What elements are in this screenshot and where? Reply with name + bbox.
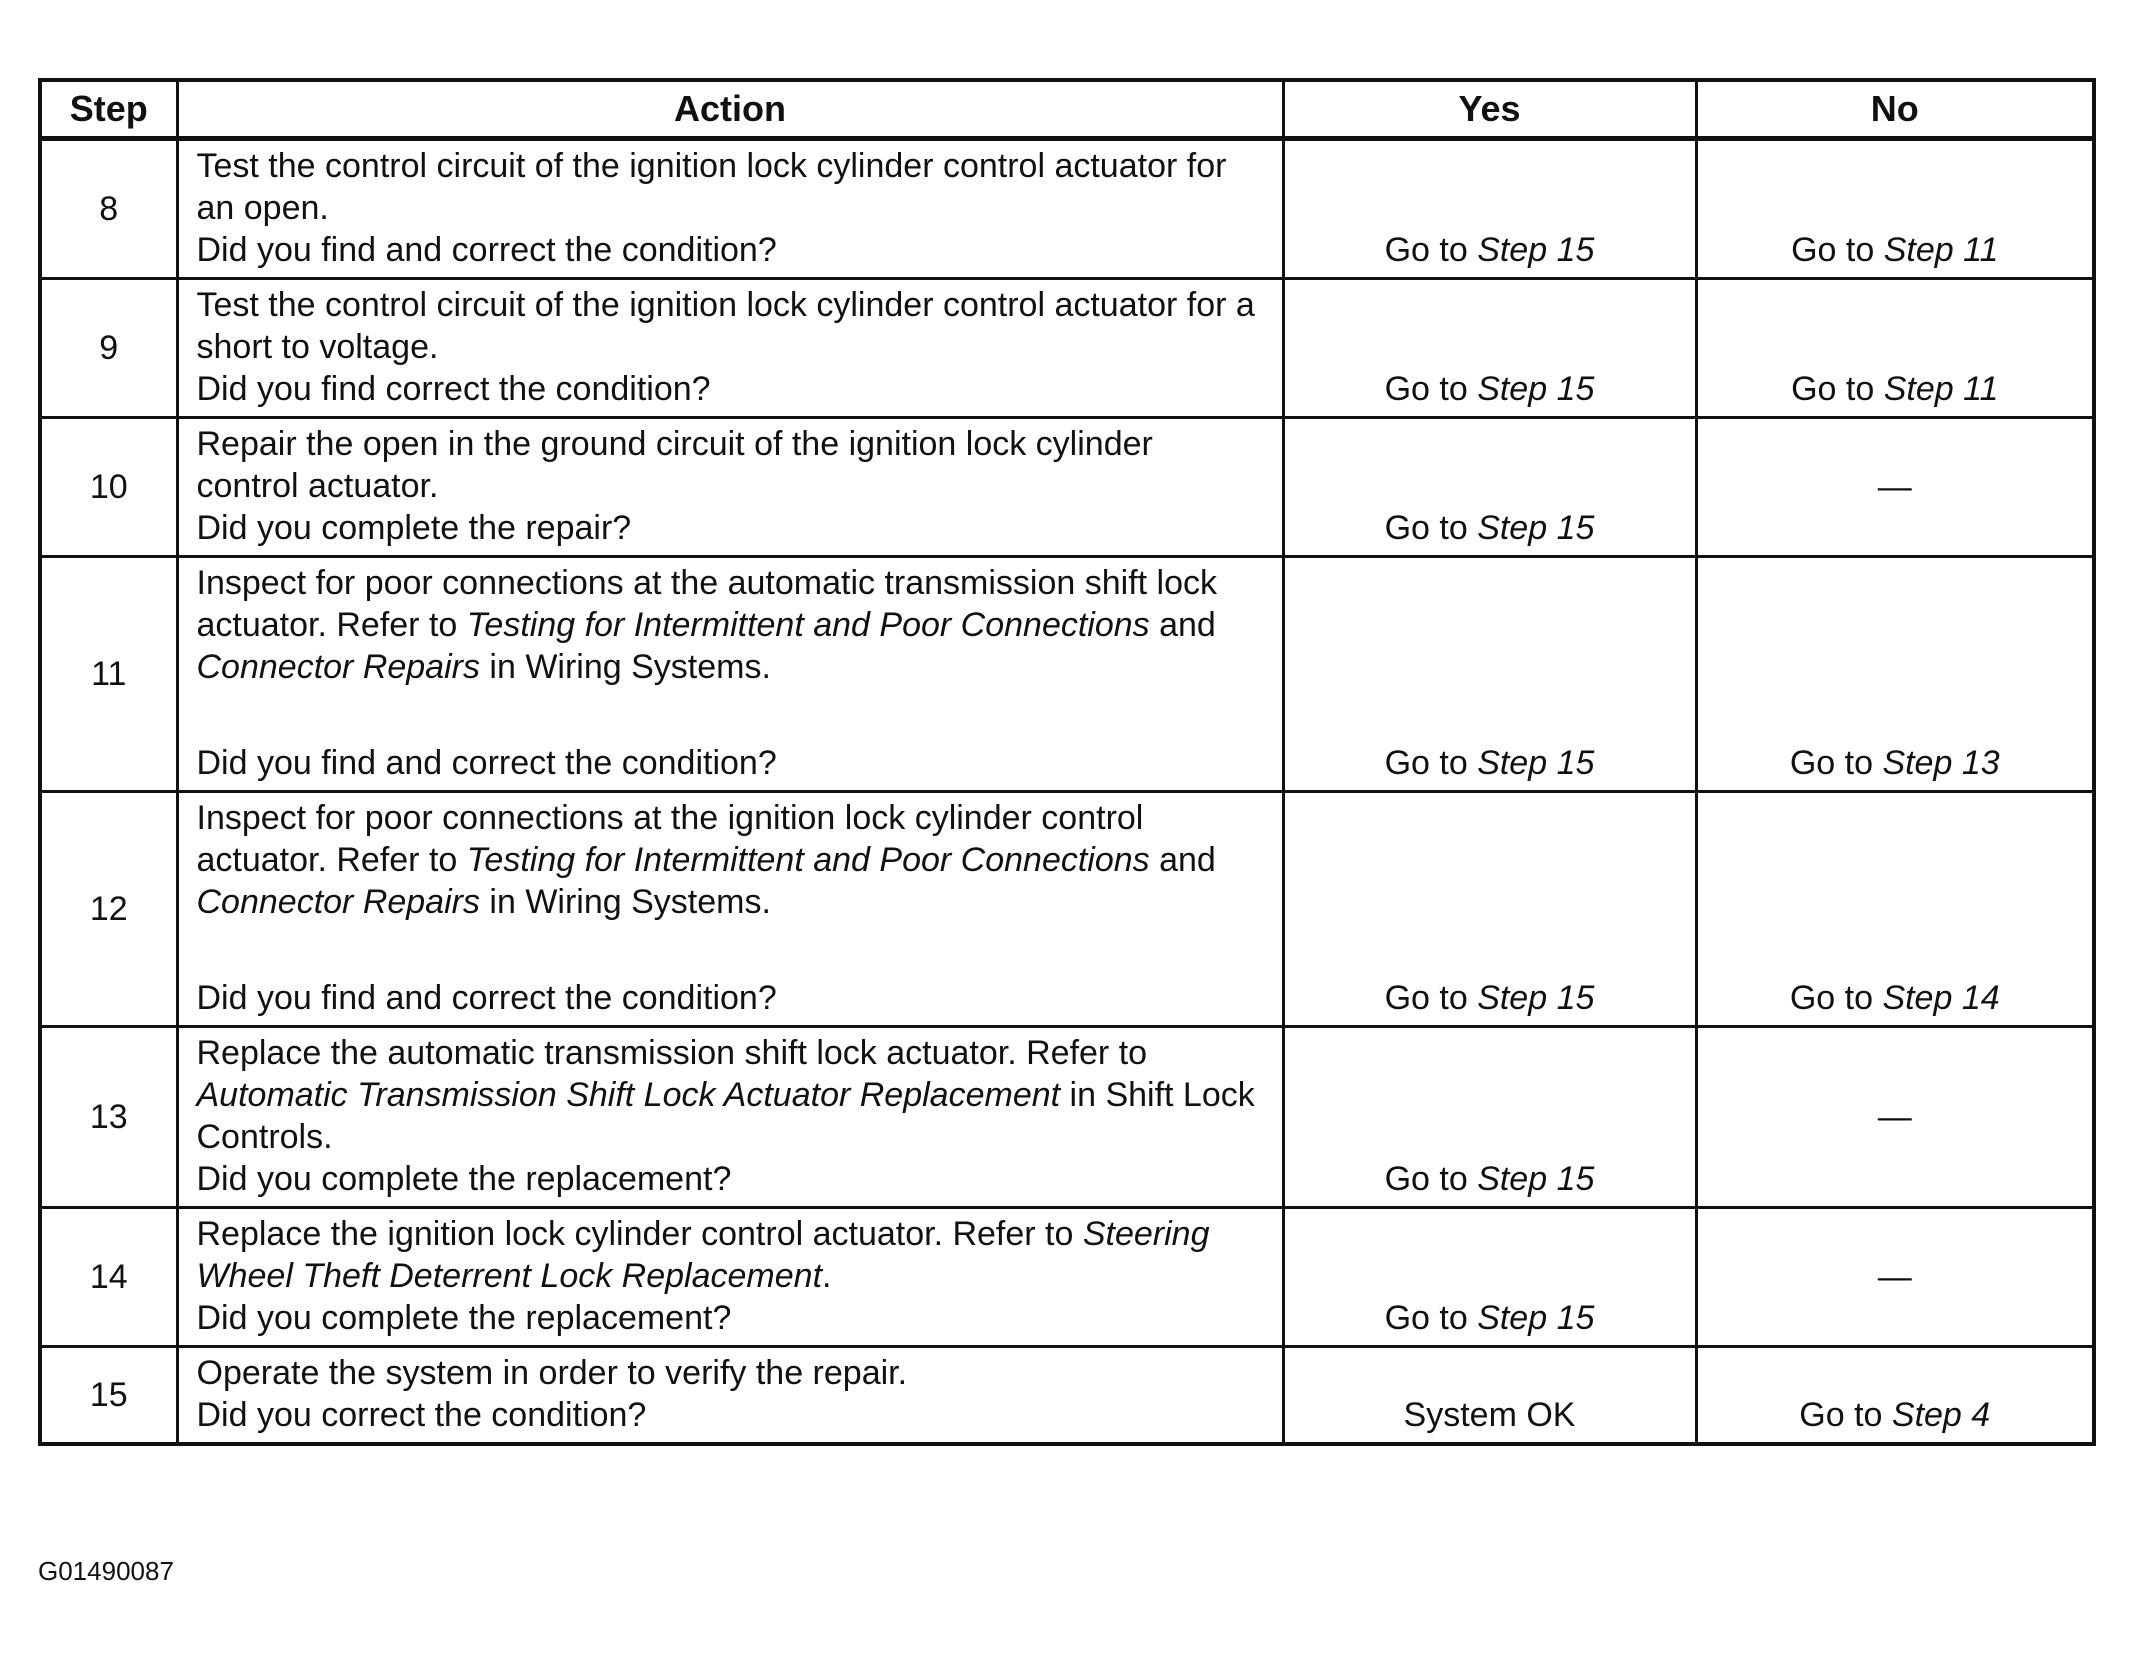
action-question: Did you find correct the condition? [196,370,711,408]
table-row [40,557,2094,792]
action-text [197,423,1264,507]
yes-result [1283,792,1696,1027]
figure-id: G01490087 [38,1556,174,1586]
reference-text: Automatic Transmission Shift Lock Actuator Replacement [196,1076,1061,1114]
action-text-segment: Replace the ignition lock cylinder control actuator. Refer to [196,1215,1083,1253]
action-cell [177,418,1283,557]
action-text [197,145,1264,229]
step-reference: Step 4 [1891,1396,1991,1434]
yes-result [1283,1347,1696,1445]
no-result [1696,792,2094,1027]
action-text [197,1032,1264,1158]
step-reference: Step 11 [1883,370,1999,408]
dash-placeholder: — [1877,468,1912,506]
reference-text: Steering Wheel Theft Deterrent Lock Replacement [196,1215,1210,1295]
action-text-segment: in Wiring Systems. [479,648,771,686]
action-cell [177,1347,1283,1445]
step-reference: Step 14 [1882,979,2000,1017]
no-result-text: Go to [1791,370,1884,408]
no-result-text: Go to [1789,979,1883,1017]
step-number: 14 [40,1208,177,1347]
reference-text: Connector Repairs [196,883,480,921]
step-reference: Step 15 [1477,744,1595,782]
table-row [40,792,2094,1027]
step-number: 13 [40,1027,177,1208]
step-reference: Step 13 [1882,744,2000,782]
no-result-text: Go to [1789,744,1883,782]
yes-result [1283,1208,1696,1347]
no-result [1696,279,2094,418]
action-question: Did you complete the replacement? [196,1299,732,1337]
action-text [197,1213,1264,1297]
action-text-segment: and [1149,841,1216,879]
no-result [1696,1027,2094,1208]
yes-result-text: System OK [1403,1396,1576,1434]
action-text-segment: and [1149,606,1216,644]
yes-result [1283,557,1696,792]
action-text-segment: Inspect for poor connections at the automatic transmission shift lock actuator. Refer to [196,564,1217,644]
action-question: Did you find and correct the condition? [196,979,777,1017]
reference-text: Testing for Intermittent and Poor Connections [466,606,1150,644]
action-text-segment: in Wiring Systems. [479,883,771,921]
header-no: No [1696,80,2094,139]
yes-result-text: Go to [1384,979,1478,1017]
yes-result [1283,279,1696,418]
header-step: Step [40,80,177,139]
step-number: 15 [40,1347,177,1445]
action-cell [177,792,1283,1027]
dash-placeholder: — [1877,1258,1912,1296]
action-text-segment: Replace the automatic transmission shift lock actuator. Refer to [196,1034,1148,1072]
yes-result [1283,1027,1696,1208]
no-result [1696,418,2094,557]
step-reference: Step 15 [1477,370,1595,408]
table-row [40,1208,2094,1347]
action-text-segment: Inspect for poor connections at the ignition lock cylinder control actuator. Refer to [196,799,1144,879]
action-cell [177,557,1283,792]
action-text-segment: . [822,1257,832,1295]
action-text [197,1352,1264,1394]
action-cell [177,139,1283,279]
action-text-segment: Test the control circuit of the ignition lock cylinder control actuator for a short to voltage. [196,286,1255,366]
action-text-segment: Test the control circuit of the ignition lock cylinder control actuator for an open. [196,147,1227,227]
step-reference: Step 15 [1477,1160,1595,1198]
step-number: 9 [40,279,177,418]
action-text-segment: Repair the open in the ground circuit of the ignition lock cylinder control actuator. [196,425,1153,505]
table-body [40,139,2094,1445]
no-result [1696,139,2094,279]
step-reference: Step 15 [1477,231,1595,269]
step-number: 8 [40,139,177,279]
table-row [40,1347,2094,1445]
action-text-segment: Operate the system in order to verify the repair. [196,1354,908,1392]
yes-result [1283,418,1696,557]
table-row [40,279,2094,418]
step-number: 10 [40,418,177,557]
reference-text: Connector Repairs [196,648,480,686]
action-text-segment: in Shift Lock Controls. [196,1076,1255,1156]
action-question: Did you find and correct the condition? [196,744,777,782]
yes-result-text: Go to [1384,370,1478,408]
table-header-row [40,80,2094,139]
yes-result-text: Go to [1384,1160,1478,1198]
action-cell [177,1208,1283,1347]
no-result-text: Go to [1799,1396,1892,1434]
yes-result-text: Go to [1384,231,1478,269]
no-result [1696,557,2094,792]
table-row [40,418,2094,557]
step-reference: Step 15 [1477,1299,1595,1337]
yes-result [1283,139,1696,279]
reference-text: Testing for Intermittent and Poor Connections [466,841,1150,879]
action-question: Did you find and correct the condition? [196,231,777,269]
no-result [1696,1347,2094,1445]
action-question: Did you complete the replacement? [196,1160,732,1198]
step-reference: Step 15 [1477,979,1595,1017]
action-question: Did you correct the condition? [196,1396,647,1434]
yes-result-text: Go to [1384,744,1478,782]
table-row [40,1027,2094,1208]
diagnostic-table [38,78,2096,1446]
step-reference: Step 11 [1883,231,1999,269]
dash-placeholder: — [1877,1098,1912,1136]
action-question: Did you complete the repair? [196,509,632,547]
step-number: 11 [40,557,177,792]
no-result [1696,1208,2094,1347]
yes-result-text: Go to [1384,509,1478,547]
action-cell [177,279,1283,418]
table-row [40,139,2094,279]
action-text [197,562,1264,742]
step-reference: Step 15 [1477,509,1595,547]
action-text [197,284,1264,368]
yes-result-text: Go to [1384,1299,1478,1337]
action-text [197,797,1264,977]
no-result-text: Go to [1791,231,1884,269]
header-yes: Yes [1283,80,1696,139]
header-action: Action [177,80,1283,139]
step-number: 12 [40,792,177,1027]
action-cell [177,1027,1283,1208]
